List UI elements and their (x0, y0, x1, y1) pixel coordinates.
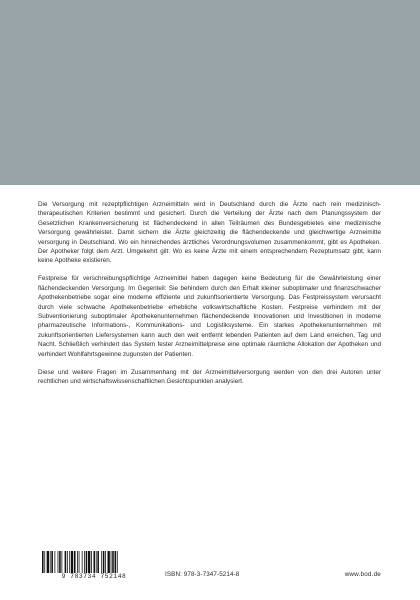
barcode-bar (65, 551, 67, 575)
barcode-bar (96, 551, 97, 575)
barcode-digits: 9 783734 752148 (38, 573, 150, 580)
barcode-bar (50, 551, 51, 575)
barcode-bar (112, 551, 114, 575)
barcode-bar (97, 551, 99, 575)
blurb-paragraph-3: Diese und weitere Fragen im Zusammenhang mit der Arzneimittelversorgung werden von den drei Autoren unter rechtlichen und wirtschaftswissenschaftlichen Gesichtspunkten analysiert. (38, 368, 381, 385)
barcode-bar (84, 551, 85, 575)
barcode (38, 551, 150, 581)
barcode-bars (42, 551, 146, 575)
barcode-bar (42, 551, 44, 575)
barcode-bar (101, 551, 102, 575)
barcode-bar (71, 551, 73, 575)
barcode-bar (51, 551, 53, 575)
barcode-bar (111, 551, 112, 575)
cover-top-band (0, 0, 420, 185)
barcode-bar (74, 551, 76, 575)
publisher-website: www.bod.de (344, 571, 381, 578)
barcode-bar (62, 551, 63, 575)
barcode-bar (59, 551, 61, 575)
barcode-bar (79, 551, 80, 575)
barcode-bar (115, 551, 117, 575)
back-cover-footer (38, 551, 381, 581)
blurb-paragraph-2: Festpreise für verschreibungspflichtige Arzneimittel haben dagegen keine Bedeutung für die Gewährleistung einer flächendeckenden Versorgung. Im Gegenteil: Sie behindern durch den Erhalt kleiner suboptimaler und finanzschwacher Apothekenbetriebe sogar eine moderne effiziente und zukunftsorientierte Versorgung. Das Festpreissystem verursacht durch viele schwache Apothekenbetriebe erhebliche volkswirtschaftliche Kosten. Festpreise verhindern mit der Subventionierung suboptimaler Apothekenunternehmen flächendeckende Innovationen und Investitionen in moderne pharmazeutische Informations-, Kommunikations- und Logistiksysteme. Ein starkes Apothekenunternehmen mit zukunftsorientierten Liefersystemen kann auch den weit entfernt lebenden Patienten auf dem Land erreichen, Tag und Nacht. Schließlich verhindert das System fester Arzneimittelpreise eine optimale räumliche Allokation der Apotheken und verhindert Wohlfahrtsgewinne zugunsten der Patienten. (38, 275, 381, 358)
barcode-bar (93, 551, 95, 575)
blurb-text (38, 200, 381, 395)
barcode-bar (103, 551, 105, 575)
barcode-bar (82, 551, 83, 575)
barcode-bar (105, 551, 106, 575)
barcode-bar (47, 551, 49, 575)
isbn-label: ISBN: 978-3-7347-5214-8 (165, 571, 240, 578)
barcode-bar (108, 551, 110, 575)
barcode-bar (117, 551, 118, 575)
barcode-bar (88, 551, 90, 575)
barcode-bar (91, 551, 92, 575)
barcode-bar (77, 551, 78, 575)
barcode-bar (54, 551, 55, 575)
barcode-bar (44, 551, 45, 575)
barcode-bar (69, 551, 70, 575)
barcode-bar (58, 551, 59, 575)
barcode-bar (67, 551, 68, 575)
barcode-bar (86, 551, 88, 575)
blurb-paragraph-1: Die Versorgung mit rezeptpflichtigen Arzneimitteln wird in Deutschland durch die Ärzte nach rein medizinisch-therapeutischen Kriterien bestimmt und gesichert. Durch die Verteilung der Ärzte nach dem Planungssystem der Gesetzlichen Krankenversicherung ist flächendeckend in allen Teilräumen des Bundesgebietes eine medizinische Versorgung gewährleistet. Damit sichern die Ärzte gleichzeitig die flächendeckende und gleichwertige Arzneimitte versorgung in Deutschland. Wo ein hinreichendes ärztliches Verordnungsvolumen zusammenkommt, gibt es Apotheken. Der Apotheker folgt dem Arzt. Umgekehrt gilt: Wo es keine Ärzte mit einem entsprechendem Rezeptumsatz gibt, kann keine Apotheke existieren. (38, 201, 381, 265)
